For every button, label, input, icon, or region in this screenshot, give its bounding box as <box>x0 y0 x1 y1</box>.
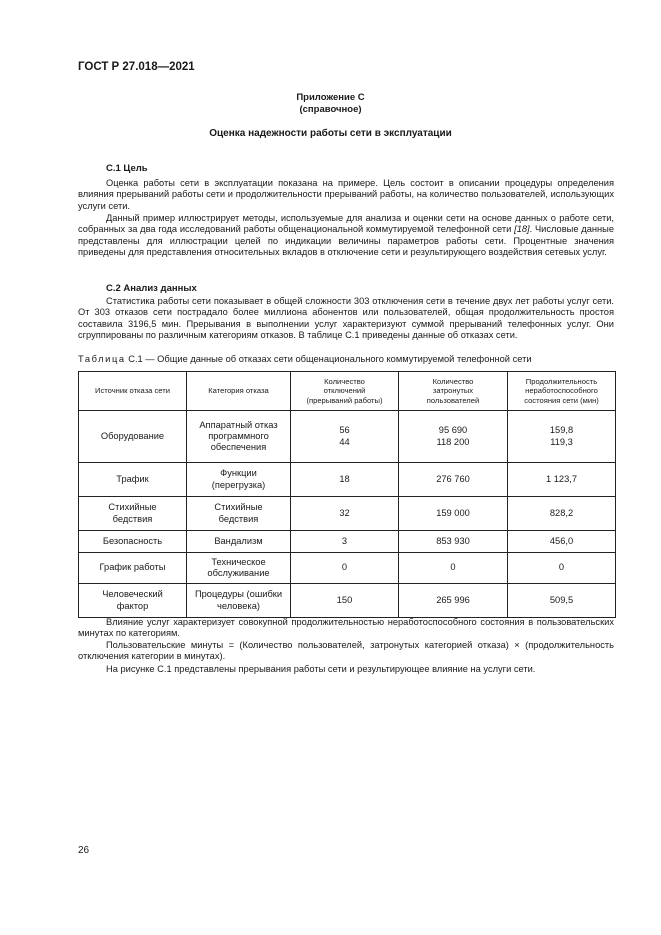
header-text: Количество <box>432 376 474 386</box>
header-duration <box>508 372 616 411</box>
cell-text: 95 690 <box>438 425 468 436</box>
table-body <box>79 411 616 618</box>
cell-text: бедствия <box>112 513 153 524</box>
cell-text: 265 996 <box>436 594 470 605</box>
cell-category <box>187 584 291 618</box>
cell-text: 3 <box>341 535 348 546</box>
cell-users <box>399 531 508 553</box>
cell-text: 44 <box>339 436 350 447</box>
cell-count <box>291 463 399 497</box>
cell-users <box>399 553 508 584</box>
after-table-paragraph-1: Влияние услуг характеризует совокупной продолжительностью неработоспособного состояния в пользовательских минутах по категориям. <box>78 617 614 639</box>
table-caption-text: С.1 — Общие данные об отказах сети общенационального коммутируемой телефонной сети <box>125 354 532 364</box>
cell-text: Стихийные <box>214 502 263 513</box>
cell-text: Функции <box>220 468 257 479</box>
page-number: 26 <box>78 845 90 856</box>
cell-count <box>291 497 399 531</box>
cell-text: Техническое <box>211 556 266 567</box>
appendix-title: Оценка надежности работы сети в эксплуатации <box>209 128 452 139</box>
header-text: пользователей <box>426 395 480 405</box>
cell-text: Человеческий <box>102 589 163 600</box>
header-text: состояния сети (мин) <box>524 395 599 405</box>
section-c1-title: С.1 Цель <box>106 163 148 174</box>
cell-text: обеспечения <box>210 442 267 453</box>
cell-count <box>291 584 399 618</box>
after-table-paragraph-2: Пользовательские минуты = (Количество пользователей, затронутых категорией отказа) × (продолжительность отключения категории в минутах). <box>78 640 614 662</box>
cell-category <box>187 553 291 584</box>
header-text: неработоспособного <box>525 386 598 396</box>
cell-users <box>399 463 508 497</box>
cell-text: программного <box>208 430 269 441</box>
cell-text: 828,2 <box>549 507 574 518</box>
section-c2-title: С.2 Анализ данных <box>106 283 197 294</box>
header-text: Источник отказа сети <box>95 386 170 396</box>
cell-text: Аппаратный отказ <box>199 419 278 430</box>
cell-duration <box>508 411 616 463</box>
header-text: Количество <box>324 376 365 386</box>
table-row <box>79 584 616 618</box>
header-text: (прерываний работы) <box>306 395 383 405</box>
table-row <box>79 553 616 584</box>
cell-duration <box>508 463 616 497</box>
document-header: ГОСТ Р 27.018—2021 <box>78 61 195 73</box>
cell-text: График работы <box>99 562 166 573</box>
cell-text: 276 760 <box>436 473 470 484</box>
cell-source <box>79 531 187 553</box>
cell-text: Стихийные <box>108 502 157 513</box>
cell-source <box>79 411 187 463</box>
outage-table <box>78 371 616 618</box>
cell-text: (перегрузка) <box>211 479 266 490</box>
p2-text-start: Данный пример иллюстрирует методы, используемые для анализа и оценки сети на основе данных о работе сети, собранных за два года исследований работы общенациональной коммутируемой телефонной сети <box>78 213 614 235</box>
cell-text: 159,8 <box>549 425 574 436</box>
cell-text: 159 000 <box>436 507 470 518</box>
table-row <box>79 411 616 463</box>
cell-text: 456,0 <box>549 535 574 546</box>
cell-category <box>187 463 291 497</box>
cell-text: 56 <box>339 425 350 436</box>
appendix-type: (справочное) <box>299 104 362 115</box>
header-category <box>187 372 291 411</box>
cell-category <box>187 497 291 531</box>
cell-text: Процедуры (ошибки <box>194 589 283 600</box>
cell-text: 853 930 <box>436 535 470 546</box>
cell-source <box>79 553 187 584</box>
cell-text: 1 123,7 <box>545 473 578 484</box>
cell-users <box>399 497 508 531</box>
header-source <box>79 372 187 411</box>
section-c1-paragraph-2 <box>78 213 614 259</box>
header-text: затронутых <box>432 386 474 396</box>
cell-text: фактор <box>116 600 149 611</box>
cell-category <box>187 531 291 553</box>
cell-text: 119,3 <box>550 436 573 447</box>
cell-text: бедствия <box>218 513 259 524</box>
header-text: Продолжительность <box>525 376 598 386</box>
header-count <box>291 372 399 411</box>
table-caption <box>78 354 532 364</box>
cell-users <box>399 411 508 463</box>
cell-source <box>79 463 187 497</box>
cell-text: человека) <box>217 600 260 611</box>
cell-duration <box>508 531 616 553</box>
cell-count <box>291 531 399 553</box>
header-text: отключений <box>323 386 366 396</box>
section-c2-paragraph-1: Статистика работы сети показывает в общей сложности 303 отключения сети в течение двух лет работы услуг сети. От 303 отказов сети пострадало более миллиона абонентов или пользователей, общая продолжительность простоя составила 3196,5 мин. Прерывания в выполнении услуг характеризуют суммой прерываний телефонных услуг. Они сгруппированы по различным категориям отказов. В таблице С.1 приведены данные об отказах сети. <box>78 296 614 341</box>
table-header-row <box>79 372 616 411</box>
cell-text: 0 <box>341 562 348 573</box>
cell-text: 32 <box>339 507 350 518</box>
appendix-heading <box>0 92 661 116</box>
table-row <box>79 463 616 497</box>
p2-text-end: . Числовые данные представлены для иллюстрации целей по индикации величины параметров работы сети. Процентные значения приведены для представления относительных вкладов в отключение сети и результирующего воздействия сетевых услуг. <box>78 224 614 258</box>
cell-category <box>187 411 291 463</box>
cell-count <box>291 411 399 463</box>
cell-duration <box>508 584 616 618</box>
cell-text: 0 <box>450 562 456 573</box>
cell-text: 18 <box>339 473 350 484</box>
reference-link: [18] <box>514 224 530 235</box>
cell-duration <box>508 497 616 531</box>
cell-text: 509,5 <box>549 594 574 605</box>
table-row <box>79 497 616 531</box>
cell-text: Трафик <box>116 473 149 484</box>
cell-count <box>291 553 399 584</box>
cell-text: 150 <box>336 594 353 605</box>
cell-text: 118 200 <box>436 436 470 447</box>
table-row <box>79 531 616 553</box>
cell-source <box>79 584 187 618</box>
cell-duration <box>508 553 616 584</box>
appendix-label: Приложение С <box>296 92 365 103</box>
after-table-paragraph-3: На рисунке С.1 представлены прерывания работы сети и результирующее влияние на услуги сети. <box>106 664 536 674</box>
table-caption-prefix: Таблица <box>78 354 126 364</box>
cell-text: Оборудование <box>100 430 165 441</box>
section-c1-paragraph-1: Оценка работы сети в эксплуатации показана на примере. Цель состоит в описании процедуры определения влияния прерываний работы сети и продолжительности прерываний работы, на количество пользователей, использующих услуги сети. <box>78 178 614 211</box>
cell-source <box>79 497 187 531</box>
cell-users <box>399 584 508 618</box>
cell-text: Безопасность <box>102 535 163 546</box>
cell-text: Вандализм <box>214 535 263 546</box>
header-text: Категория отказа <box>208 386 269 396</box>
cell-text: 0 <box>558 562 565 573</box>
cell-text: обслуживание <box>207 568 270 578</box>
header-users <box>399 372 508 411</box>
